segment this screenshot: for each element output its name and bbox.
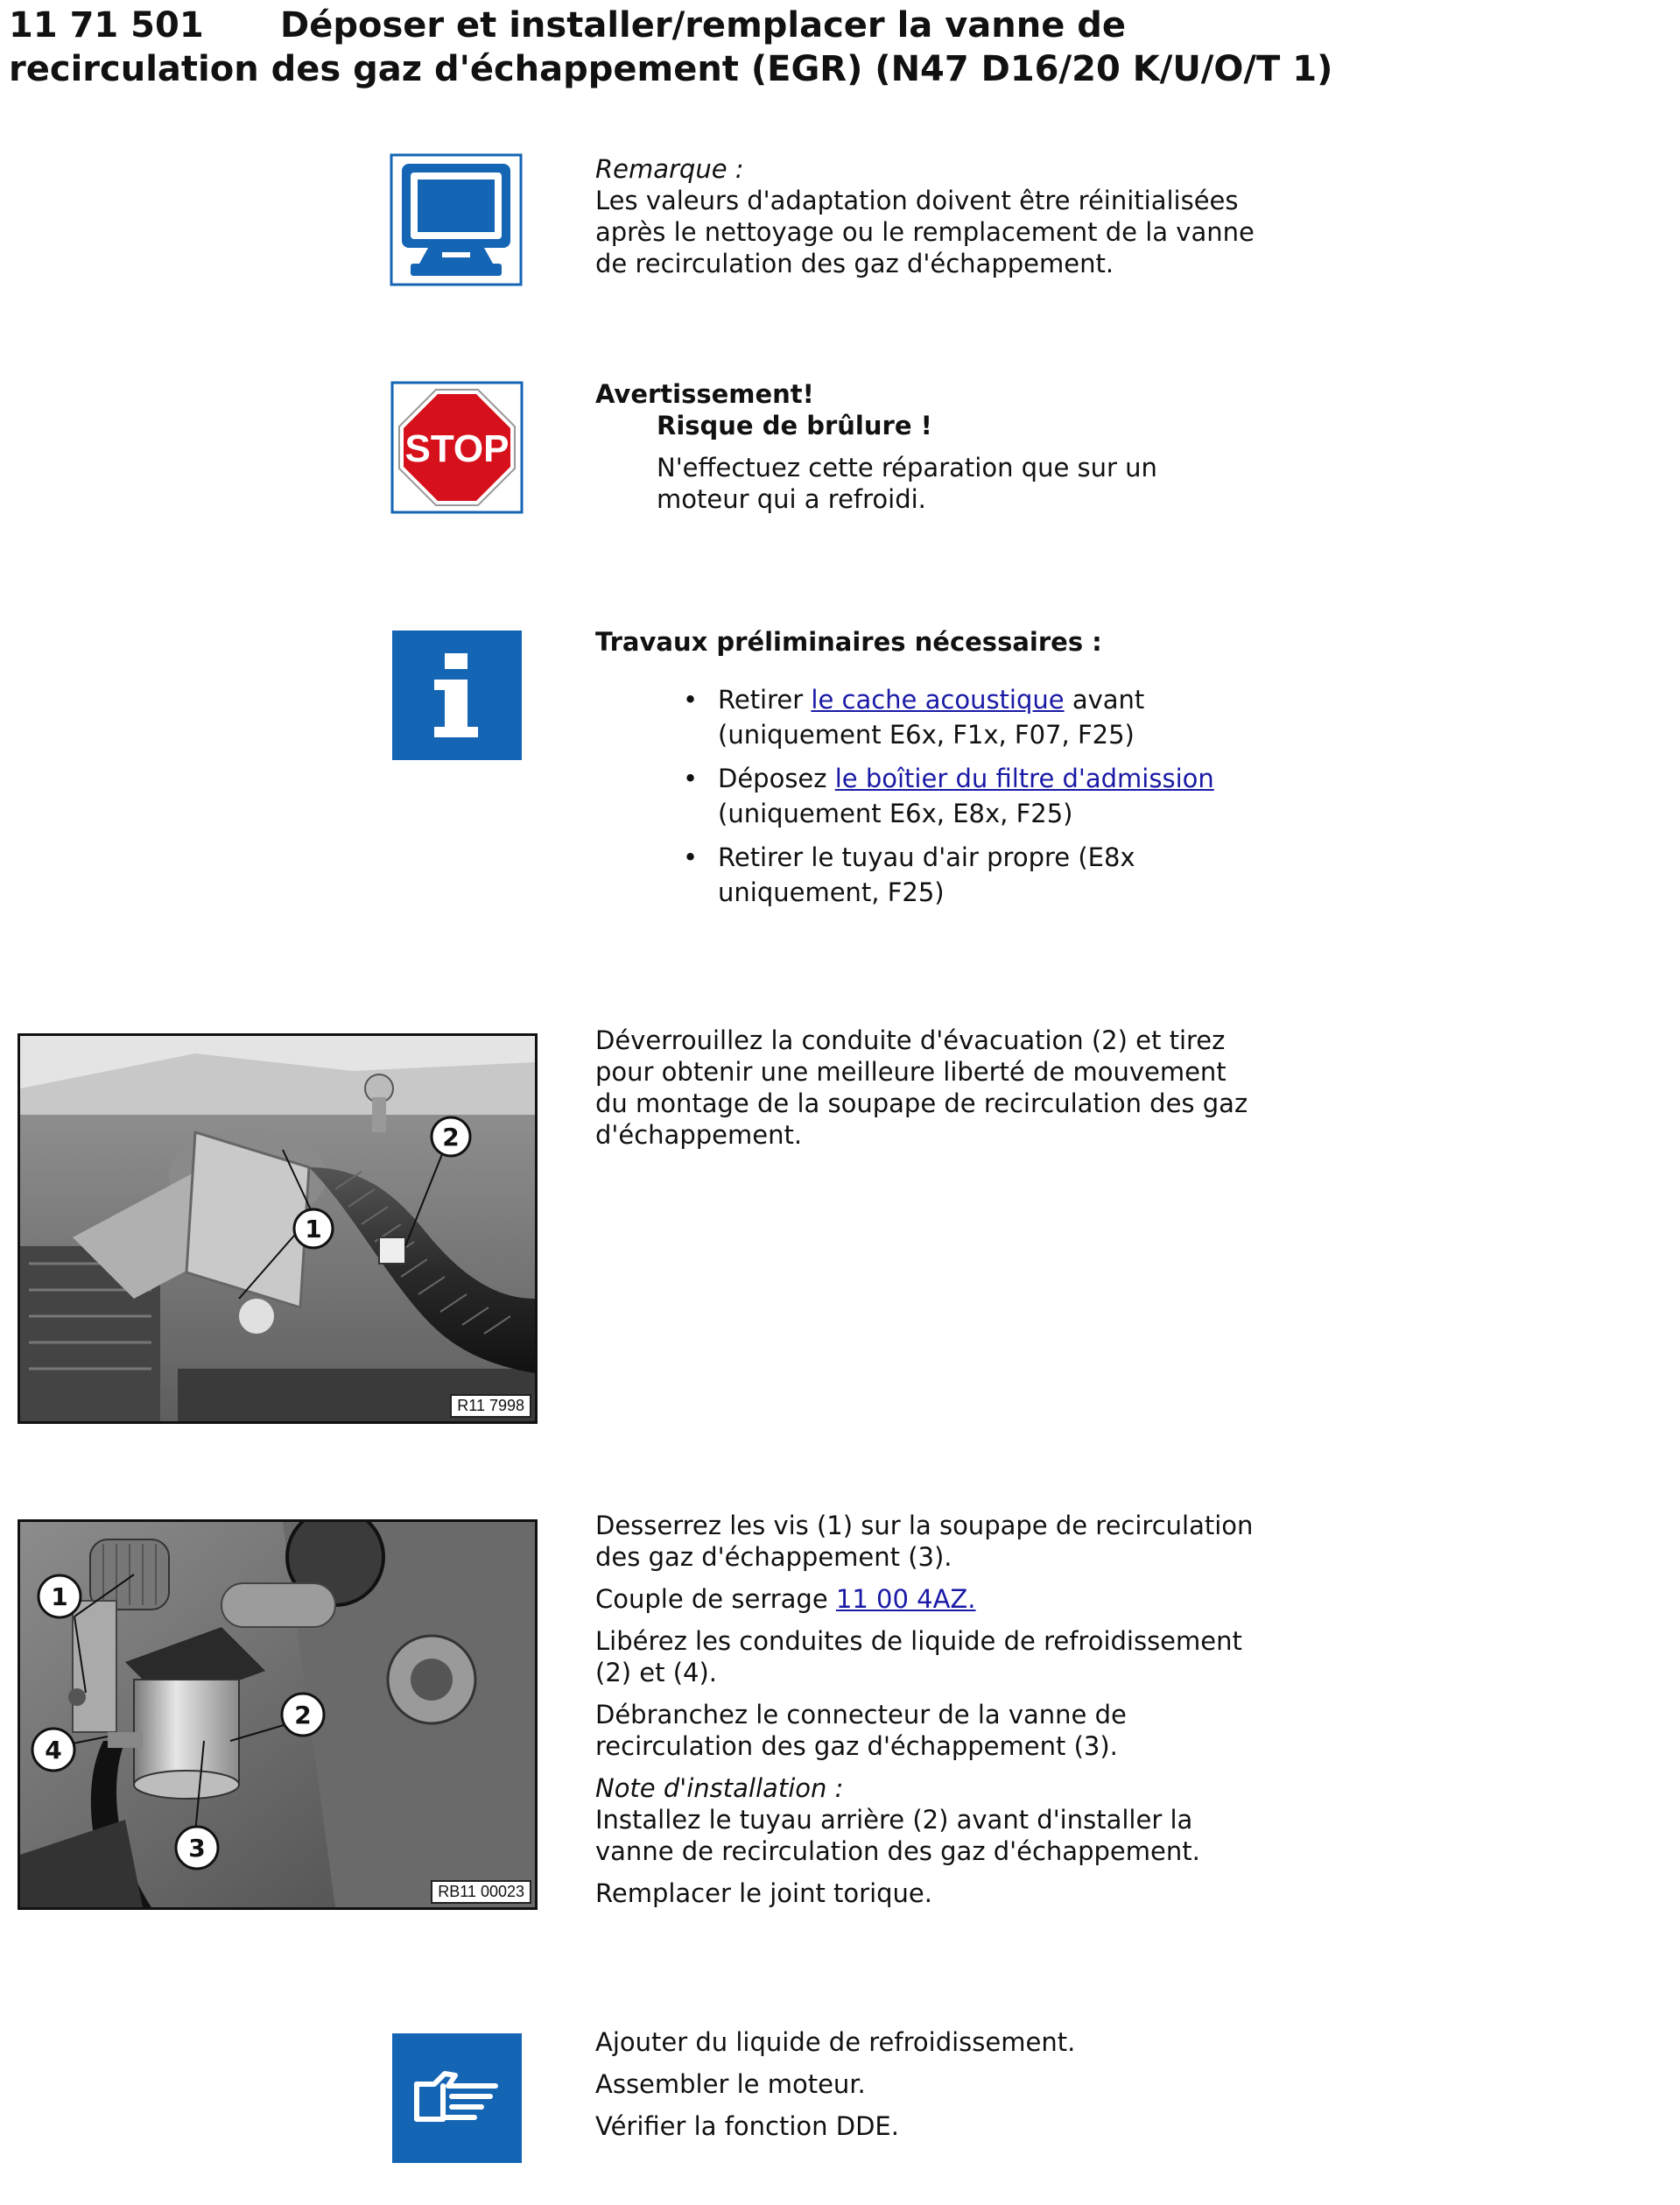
procedure-number: 11 71 501 <box>9 5 204 46</box>
final-line-1: Ajouter du liquide de refroidissement. <box>595 2027 1076 2057</box>
item-text: Retirer le tuyau d'air propre (E8x <box>718 842 1135 872</box>
photo-exhaust-pipe <box>18 1033 538 1424</box>
page-title <box>9 4 1655 91</box>
step2-p1: Desserrez les vis (1) sur la soupape de recirculation des gaz d'échappement (3). <box>595 1511 1254 1572</box>
photo-egr-valve <box>18 1519 538 1910</box>
prelim-heading: Travaux préliminaires nécessaires : <box>595 627 1102 657</box>
step2-p3: Libérez les conduites de liquide de refroidissement (2) et (4). <box>595 1626 1242 1687</box>
callout-2: 2 <box>294 1701 312 1729</box>
torque-label: Couple de serrage <box>595 1584 836 1614</box>
callout-2: 2 <box>442 1123 460 1152</box>
final-block <box>595 2026 1261 2142</box>
warning-heading: Risque de brûlure ! <box>657 411 932 440</box>
monitor-icon <box>390 153 523 286</box>
callout-1: 1 <box>305 1215 322 1243</box>
note-label: Note d'installation : <box>595 1773 844 1803</box>
warning-text: N'effectuez cette réparation que sur un moteur qui a refroidi. <box>657 453 1157 514</box>
link-intake-filter-housing[interactable]: le boîtier du filtre d'admission <box>834 764 1214 793</box>
prelim-block <box>595 626 1261 919</box>
remark-block <box>595 153 1261 279</box>
warning-label: Avertissement! <box>595 379 814 409</box>
item-text: Retirer <box>718 685 812 715</box>
callout-4: 4 <box>45 1736 62 1765</box>
list-item <box>595 682 1261 752</box>
torque-line <box>595 1583 1261 1615</box>
item-text: Déposez <box>718 764 835 793</box>
item-text: (uniquement E6x, E8x, F25) <box>718 799 1073 828</box>
info-icon <box>390 629 524 762</box>
note-text: Installez le tuyau arrière (2) avant d'installer la vanne de recirculation des gaz d'échappement. <box>595 1805 1200 1866</box>
stop-sign-text: STOP <box>404 427 510 470</box>
link-torque-spec[interactable]: 11 00 4AZ. <box>835 1584 976 1614</box>
link-acoustic-cover[interactable]: le cache acoustique <box>811 685 1065 715</box>
step1-paragraph: Déverrouillez la conduite d'évacuation (2) et tirez pour obtenir une meilleure liberté de mouvement du montage de la soupape de recirculation des gaz d'échappement. <box>595 1025 1248 1150</box>
image-reference: RB11 00023 <box>431 1880 531 1904</box>
step1-text <box>595 1025 1261 1151</box>
item-text: (uniquement E6x, F1x, F07, F25) <box>718 720 1135 750</box>
final-line-2: Assembler le moteur. <box>595 2069 866 2099</box>
remark-text: Les valeurs d'adaptation doivent être réinitialisées après le nettoyage ou le remplacement de la vanne de recirculation des gaz d'échappement. <box>595 186 1255 278</box>
step2-text <box>595 1510 1261 1909</box>
image-reference: R11 7998 <box>450 1394 531 1418</box>
remark-label: Remarque : <box>595 154 744 184</box>
title-line-1: Déposer et installer/remplacer la vanne de <box>280 5 1127 46</box>
step2-p6: Remplacer le joint torique. <box>595 1878 932 1908</box>
final-line-3: Vérifier la fonction DDE. <box>595 2111 899 2141</box>
pointing-hand-icon <box>390 2032 524 2165</box>
list-item <box>595 761 1261 831</box>
callout-1: 1 <box>51 1582 68 1611</box>
list-item <box>595 840 1261 910</box>
callout-3: 3 <box>188 1834 206 1863</box>
item-text: avant <box>1064 685 1145 715</box>
title-line-2: recirculation des gaz d'échappement (EGR) (N47 D16/20 K/U/O/T 1) <box>9 49 1333 89</box>
prelim-list <box>595 682 1261 910</box>
stop-sign-icon <box>390 381 524 514</box>
warning-block <box>595 378 1261 515</box>
step2-p4: Débranchez le connecteur de la vanne de recirculation des gaz d'échappement (3). <box>595 1700 1127 1761</box>
item-text: uniquement, F25) <box>718 877 945 907</box>
